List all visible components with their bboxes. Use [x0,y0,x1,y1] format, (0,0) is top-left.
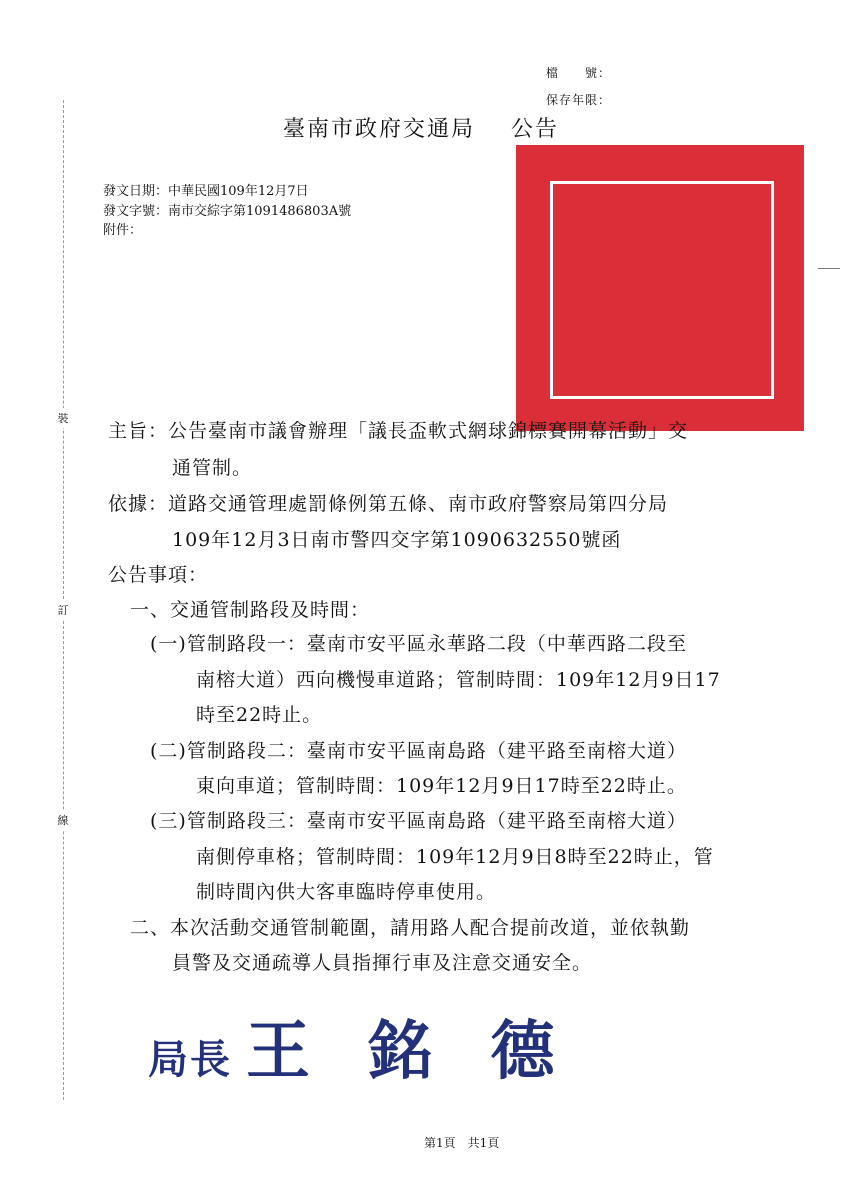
title-type: 公告 [511,117,560,142]
margin-mark [818,268,840,269]
item-2-line-1: 二、本次活動交通管制範圍，請用路人配合提前改道，並依執勤 [130,917,691,939]
section-1-line-3: 時至22時止。 [196,704,323,726]
binding-mark-bottom: 線 [55,810,71,830]
official-seal-stamp [516,145,804,431]
item-1-heading: 一、交通管制路段及時間： [130,599,371,621]
signature-title: 局長 [148,1036,232,1083]
issue-date: 發文日期：中華民國109年12月7日 [103,184,309,199]
section-3-line-3: 制時間內供大客車臨時停車使用。 [196,881,497,903]
section-1-line-1: (一)管制路段一：臺南市安平區永華路二段（中華西路二段至 [150,633,687,655]
attachment-label: 附件： [103,223,143,238]
section-3-line-2: 南側停車格；管制時間：109年12月9日8時至22時止，管 [196,846,714,868]
director-signature [148,1000,573,1092]
signature-name: 王 銘 德 [246,1014,573,1089]
item-2-line-2: 員警及交通疏導人員指揮行車及注意交通安全。 [172,952,593,974]
title-organization: 臺南市政府交通局 [283,117,476,142]
section-1-line-2: 南榕大道）西向機慢車道路；管制時間：109年12月9日17 [196,669,721,691]
seal-border [550,181,774,399]
binding-mark-top: 裝 [55,408,71,428]
announcement-items-heading: 公告事項： [108,564,209,586]
section-3-line-1: (三)管制路段三：臺南市安平區南島路（建平路至南榕大道） [150,810,687,832]
page-number: 第1頁 共1頁 [424,1136,500,1150]
subject-line-1: 主旨：公告臺南市議會辦理「議長盃軟式網球錦標賽開幕活動」交 [108,420,689,442]
file-number-label: 檔 號： [546,66,612,80]
document-title [283,112,559,143]
basis-line-1: 依據：道路交通管理處罰條例第五條、南市政府警察局第四分局 [108,493,669,515]
retention-period-label: 保存年限： [546,93,612,107]
section-2-line-2: 東向車道；管制時間：109年12月9日17時至22時止。 [196,775,687,797]
basis-line-2: 109年12月3日南市警四交字第1090632550號函 [172,529,622,551]
section-2-line-1: (二)管制路段二：臺南市安平區南島路（建平路至南榕大道） [150,740,687,762]
binding-mark-middle: 訂 [55,600,71,620]
document-number: 發文字號：南市交綜字第1091486803A號 [103,204,352,219]
subject-line-2: 通管制。 [172,457,253,479]
